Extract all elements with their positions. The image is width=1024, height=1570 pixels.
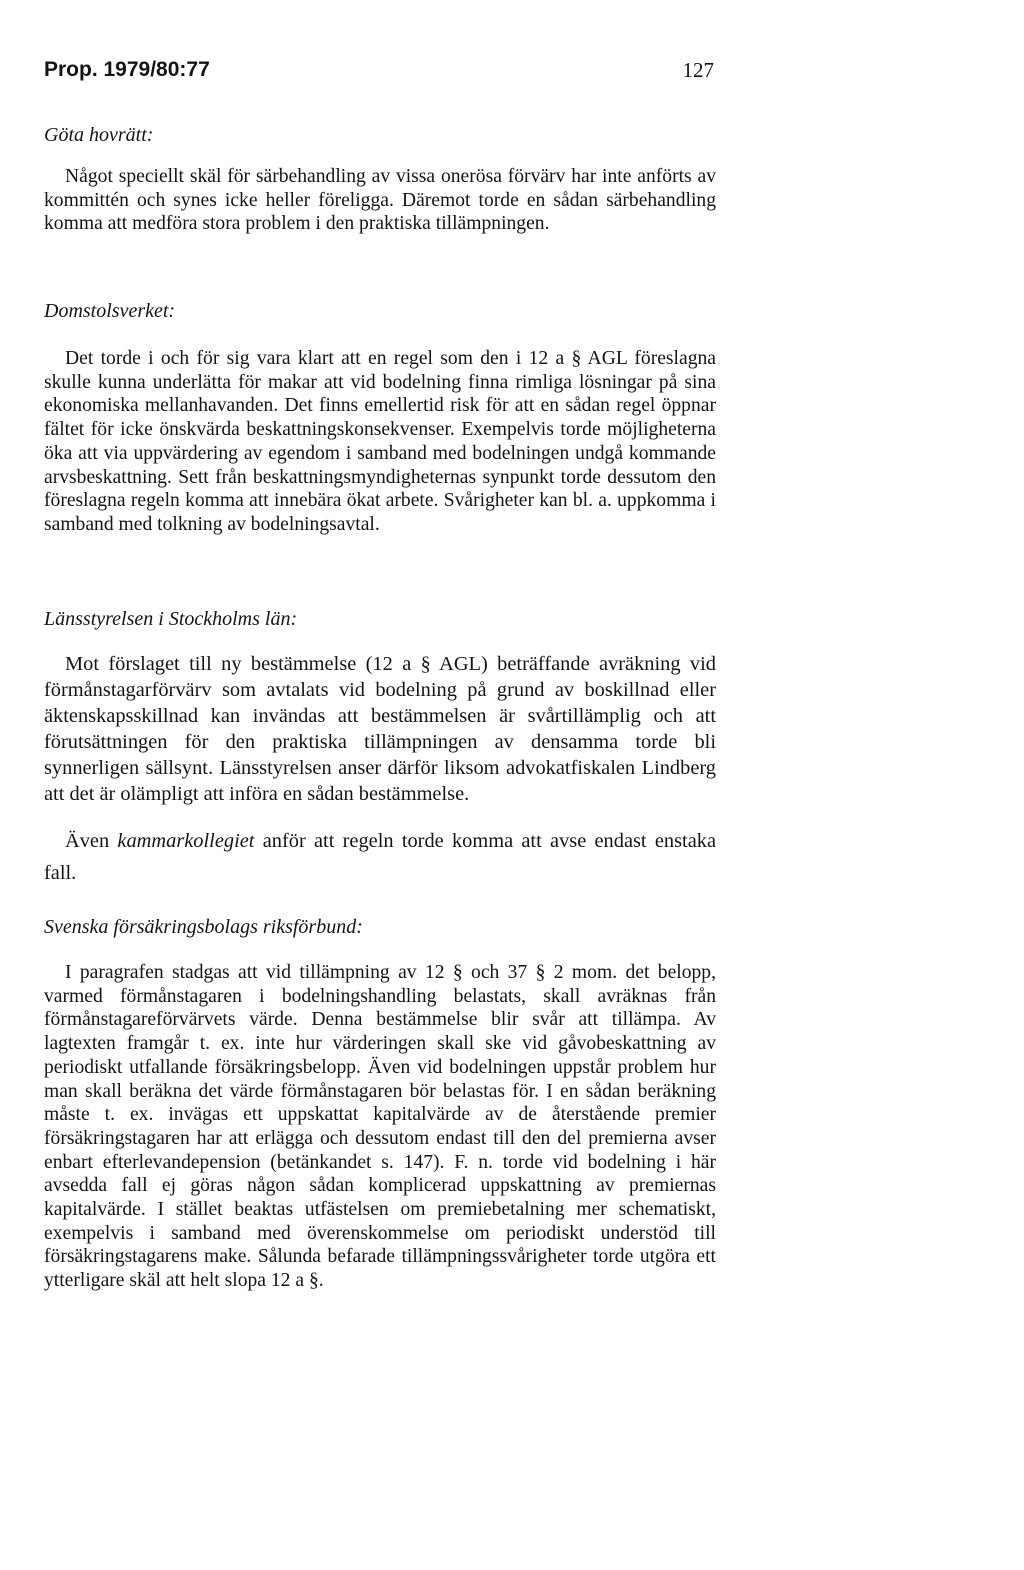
section-heading: Svenska försäkringsbolags riksförbund: <box>44 916 363 938</box>
closing-paragraph <box>44 825 716 889</box>
page-number: 127 <box>682 58 714 82</box>
section-gota-hovratt <box>44 124 716 236</box>
running-header <box>44 58 714 88</box>
section-domstolsverket <box>44 300 716 537</box>
closing-prefix: Även <box>65 830 118 852</box>
section-forsakringsbolag <box>44 916 716 1293</box>
section-paragraph: Något speciellt skäl för särbehandling av vissa onerösa förvärv har inte anförts av kommittén och synes icke heller föreligga. Däremot torde en sådan särbehandling komma att medföra stora problem i den praktiska tillämpningen. <box>44 166 716 235</box>
section-paragraph: Det torde i och för sig vara klart att en regel som den i 12 a § AGL föreslagna skulle kunna underlätta för makar att vid bodelning finna rimliga lösningar på sina ekonomiska mellanhavanden. Det finns emellertid risk för att en sådan regel öppnar fältet för icke önskvärda beskattningskonsekvenser. Exempelvis torde möjligheterna öka att via uppvärdering av egendom i samband med bodelningen undgå kommande arvsbeskattning. Sett från beskattningsmyndigheternas synpunkt torde dessutom den föreslagna regeln komma att innebära ökat arbete. Svårigheter kan bl. a. uppkomma i samband med tolkning av bodelningsavtal. <box>44 348 716 535</box>
section-paragraph: I paragrafen stadgas att vid tillämpning av 12 § och 37 § 2 mom. det belopp, varmed förmånstagaren i bodelningshandling belastats, skall avräknas från förmånstagareförvärvets värde. Denna bestämmelse blir svår att tillämpa. Av lagtexten framgår t. ex. inte hur värderingen skall ske vid gåvobeskattning av periodiskt utfallande försäkringsbelopp. Även vid bodelningen uppstår problem hur man skall beräkna det värde förmånstagaren bör belastas för. I en sådan beräkning måste t. ex. invägas ett uppskattat kapitalvärde av de återstående premier försäkringstagaren har att erlägga och dessutom endast till den del premierna avser enbart efterlevandepension (betänkandet s. 147). F. n. torde vid bodelning i här avsedda fall ej göras någon sådan komplicerad uppskattning av premiernas kapitalvärde. I stället beaktas utfästelsen om premiebetalning mer schematiskt, exempelvis i samband med överenskommelse om periodiskt understöd till försäkringstagarens make. Sålunda befarade tillämpningssvårigheter torde utgöra ett ytterligare skäl att helt slopa 12 a §. <box>44 962 716 1292</box>
document-id: Prop. 1979/80:77 <box>44 58 210 81</box>
closing-suffix: anför att regeln torde komma att avse endast enstaka fall. <box>44 830 716 884</box>
agency-name: kammarkollegiet <box>117 830 255 852</box>
section-heading: Länsstyrelsen i Stockholms län: <box>44 608 298 630</box>
section-paragraph: Mot förslaget till ny bestämmelse (12 a § AGL) beträffande avräkning vid förmånstagarförvärv som avtalats vid bodelning på grund av boskillnad eller äktenskapsskillnad kan invändas att bestämmelsen är svårtillämplig och att förutsättningen för den praktiska tillämpningen av densamma torde bli synnerligen sällsynt. Länsstyrelsen anser därför liksom advokatfiskalen Lindberg att det är olämpligt att införa en sådan bestämmelse. <box>44 653 716 805</box>
section-heading: Göta hovrätt: <box>44 124 154 146</box>
section-lansstyrelsen <box>44 608 716 889</box>
section-heading: Domstolsverket: <box>44 300 176 322</box>
